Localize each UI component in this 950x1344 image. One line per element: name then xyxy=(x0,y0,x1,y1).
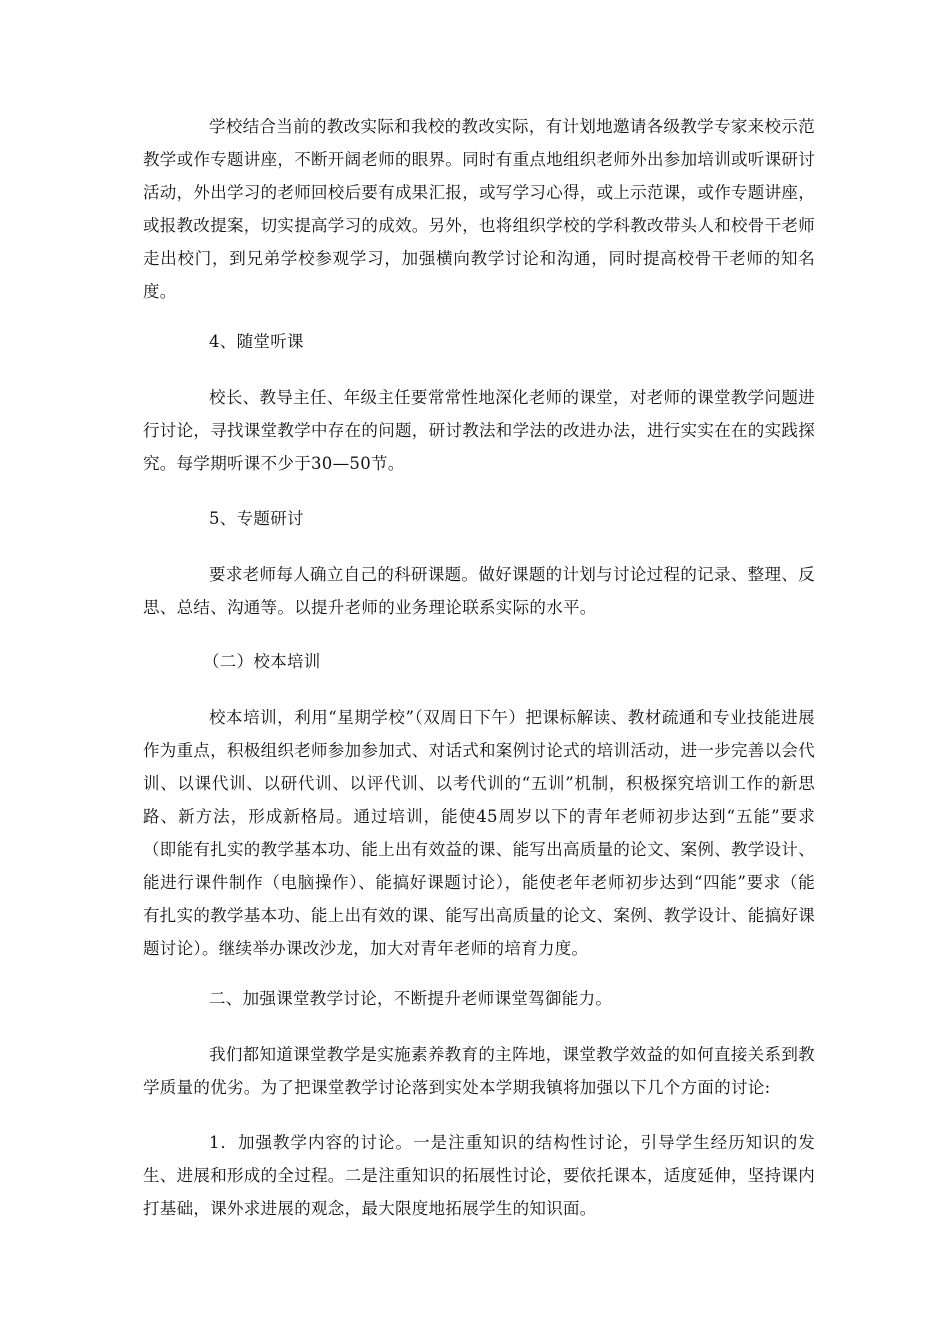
heading-classroom-research: 二、加强课堂教学讨论，不断提升老师课堂驾御能力。 xyxy=(209,989,613,1008)
paragraph-teaching-content: 1．加强教学内容的讨论。一是注重知识的结构性讨论，引导学生经历知识的发生、进展和形成的全过程。二是注重知识的拓展性讨论，要依托课本，适度延伸，坚持课内打基础，课外求进展的观念，最大限度地拓展学生的知识面。 xyxy=(143,1133,815,1218)
heading-classroom-observation: 4、随堂听课 xyxy=(209,332,304,351)
heading-school-training: （二）校本培训 xyxy=(203,652,321,671)
paragraph-topic-research: 要求老师每人确立自己的科研课题。做好课题的计划与讨论过程的记录、整理、反思、总结、沟通等。以提升老师的业务理论联系实际的水平。 xyxy=(143,565,815,617)
paragraph-classroom-teaching: 我们都知道课堂教学是实施素养教育的主阵地，课堂教学效益的如何直接关系到教学质量的优劣。为了把课堂教学讨论落到实处本学期我镇将加强以下几个方面的讨论: xyxy=(143,1045,815,1097)
heading-topic-research: 5、专题研讨 xyxy=(209,509,304,528)
paragraph-classroom-observation: 校长、教导主任、年级主任要常常性地深化老师的课堂，对老师的课堂教学问题进行讨论，寻找课堂教学中存在的问题，研讨教法和学法的改进办法，进行实实在在的实践探究。每学期听课不少于30—50节。 xyxy=(143,388,815,473)
paragraph-expert-lectures: 学校结合当前的教改实际和我校的教改实际，有计划地邀请各级教学专家来校示范教学或作专题讲座，不断开阔老师的眼界。同时有重点地组织老师外出参加培训或听课研讨活动，外出学习的老师回校后要有成果汇报，或写学习心得，或上示范课，或作专题讲座，或报教改提案，切实提高学习的成效。另外，也将组织学校的学科教改带头人和校骨干老师走出校门，到兄弟学校参观学习，加强横向教学讨论和沟通，同时提高校骨干老师的知名度。 xyxy=(143,117,815,301)
paragraph-school-training: 校本培训，利用“星期学校”（双周日下午）把课标解读、教材疏通和专业技能进展作为重点，积极组织老师参加参加式、对话式和案例讨论式的培训活动，进一步完善以会代训、以课代训、以研代训、以评代训、以考代训的“五训”机制，积极探究培训工作的新思路、新方法，形成新格局。通过培训，能使45周岁以下的青年老师初步达到“五能”要求（即能有扎实的教学基本功、能上出有效益的课、能写出高质量的论文、案例、教学设计、能进行课件制作（电脑操作）、能搞好课题讨论），能使老年老师初步达到“四能”要求（能有扎实的教学基本功、能上出有效的课、能写出高质量的论文、案例、教学设计、能搞好课题讨论）。继续举办课改沙龙，加大对青年老师的培育力度。 xyxy=(143,708,815,958)
